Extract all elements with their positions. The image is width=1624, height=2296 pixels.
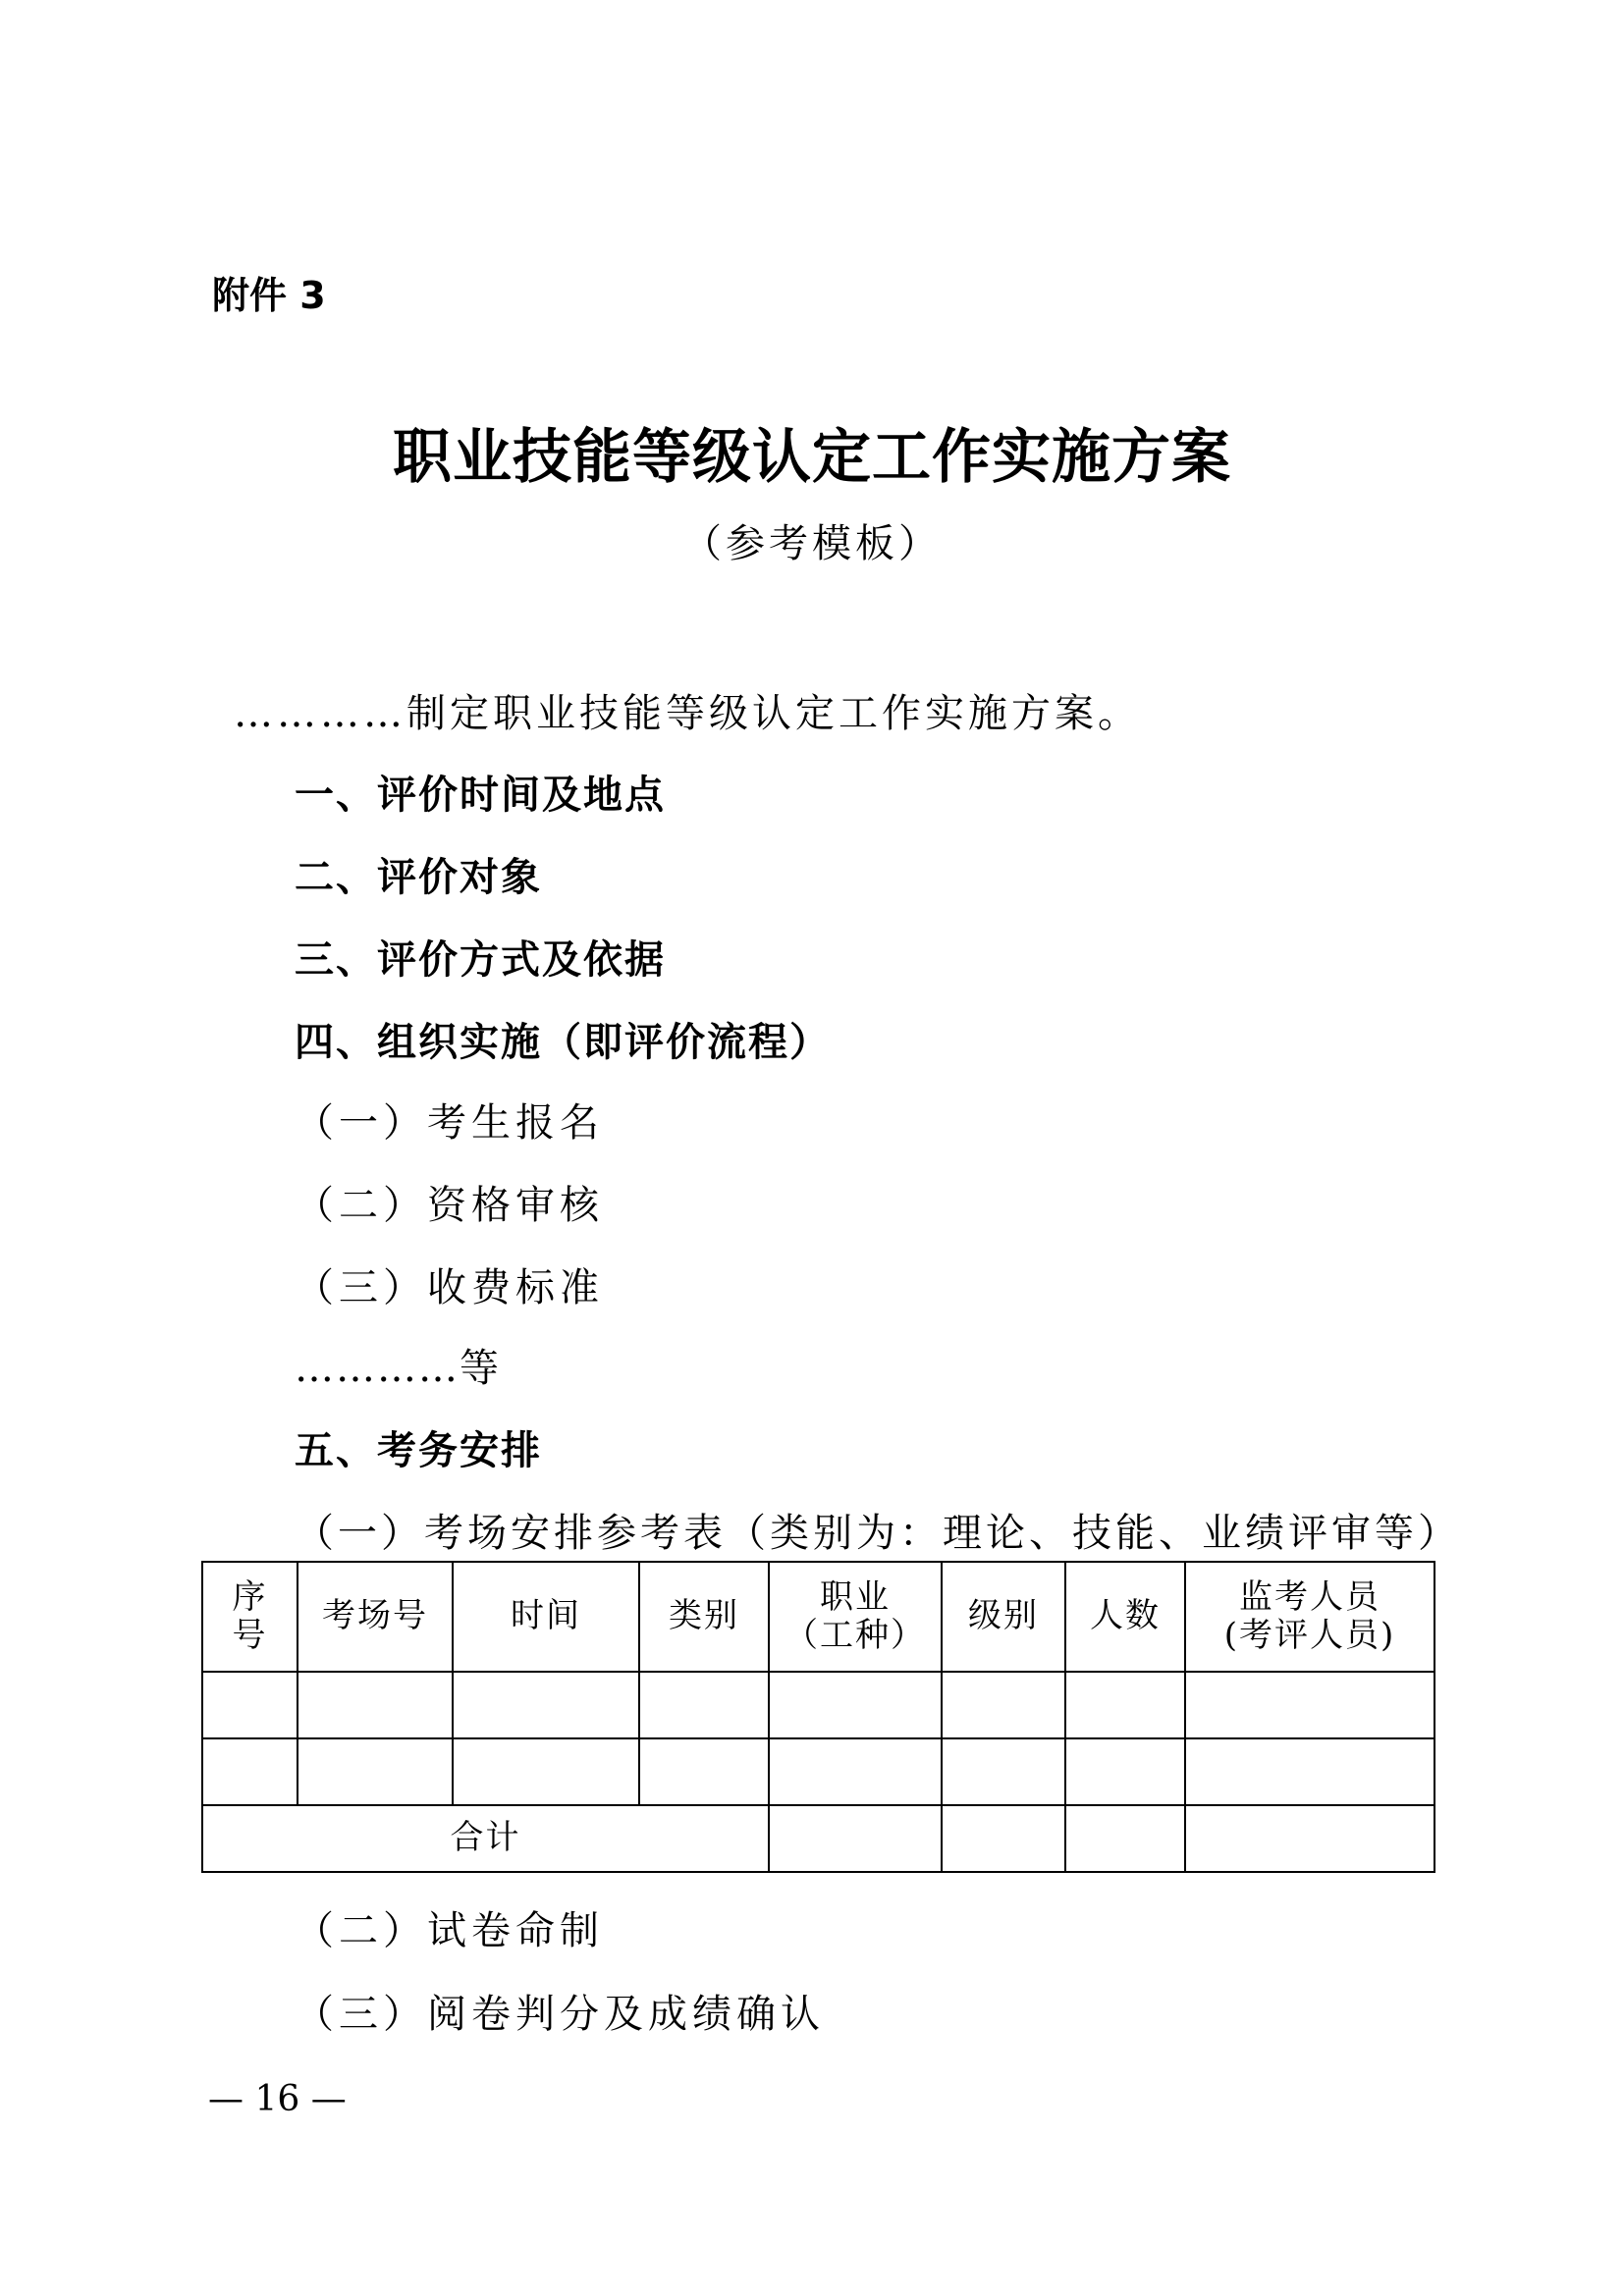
attachment-label: 附件 3 (212, 274, 326, 317)
subsection-grading: （三）阅卷判分及成绩确认 (295, 1992, 825, 2037)
table-caption: （一）考场安排参考表（类别为：理论、技能、业绩评审等） (295, 1511, 1461, 1556)
document-title: 职业技能等级认定工作实施方案 (393, 423, 1231, 492)
table-cell (1185, 1738, 1435, 1805)
intro-paragraph: …………制定职业技能等级认定工作实施方案。 (234, 691, 1141, 736)
table-cell (639, 1672, 769, 1738)
section-heading-1: 一、评价时间及地点 (295, 773, 666, 818)
page-number: — 16 — (208, 2079, 347, 2119)
subsection-fee-standard: （三）收费标准 (295, 1265, 604, 1310)
table-cell (1065, 1672, 1185, 1738)
table-cell (202, 1738, 298, 1805)
subsection-registration: （一）考生报名 (295, 1100, 604, 1146)
document-subtitle: （参考模板） (682, 521, 942, 566)
header-occupation: 职业 （工种） (769, 1562, 942, 1672)
table-cell (453, 1672, 639, 1738)
table-cell (639, 1738, 769, 1805)
header-time: 时间 (453, 1562, 639, 1672)
table-cell (298, 1738, 453, 1805)
table-cell (769, 1738, 942, 1805)
table-cell (942, 1738, 1065, 1805)
header-category: 类别 (639, 1562, 769, 1672)
header-count: 人数 (1065, 1562, 1185, 1672)
header-level: 级别 (942, 1562, 1065, 1672)
table-cell (298, 1672, 453, 1738)
table-cell (942, 1805, 1065, 1872)
section-heading-2: 二、评价对象 (295, 855, 542, 900)
table-cell (1185, 1672, 1435, 1738)
total-label: 合计 (202, 1805, 769, 1872)
subsection-qualification-review: （二）资格审核 (295, 1183, 604, 1228)
header-seq: 序号 (202, 1562, 298, 1672)
table-header-row (202, 1562, 1435, 1672)
header-proctor: 监考人员 (考评人员) (1185, 1562, 1435, 1672)
section-heading-3: 三、评价方式及依据 (295, 937, 666, 983)
section-heading-4: 四、组织实施（即评价流程） (295, 1020, 831, 1065)
subsection-etc: …………等 (295, 1346, 501, 1391)
table-cell (1185, 1805, 1435, 1872)
table-cell (1065, 1738, 1185, 1805)
table-cell (942, 1672, 1065, 1738)
section-heading-5: 五、考务安排 (295, 1428, 542, 1473)
table-row (202, 1672, 1435, 1738)
table-cell (769, 1805, 942, 1872)
subsection-paper-preparation: （二）试卷命制 (295, 1908, 604, 1953)
exam-room-table (201, 1561, 1435, 1873)
table-cell (453, 1738, 639, 1805)
table-total-row (202, 1805, 1435, 1872)
header-room: 考场号 (298, 1562, 453, 1672)
table-cell (769, 1672, 942, 1738)
table-cell (1065, 1805, 1185, 1872)
table-row (202, 1738, 1435, 1805)
table-cell (202, 1672, 298, 1738)
